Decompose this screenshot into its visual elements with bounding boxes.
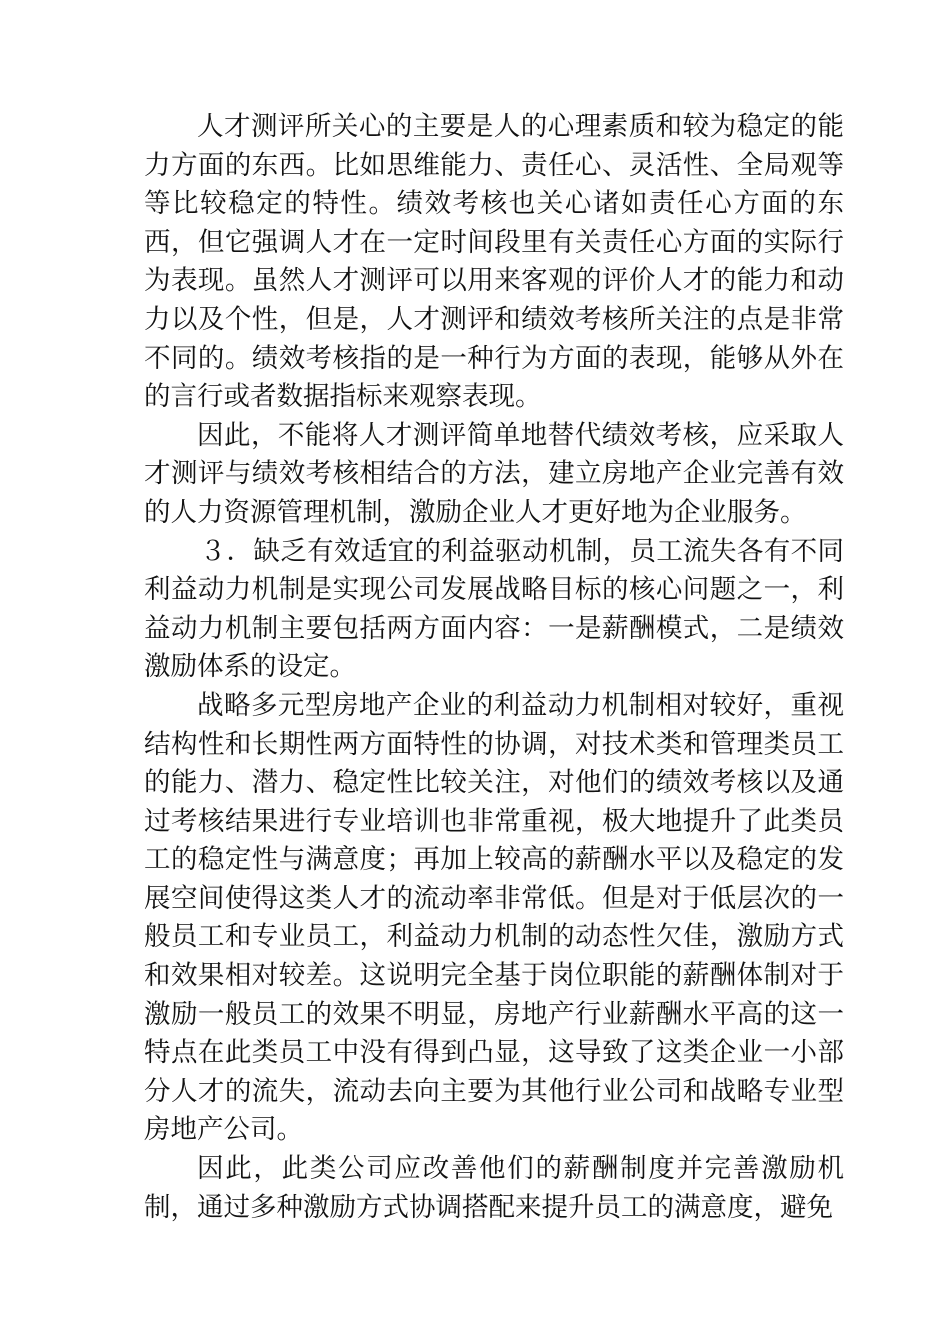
paragraph-talent-assessment: 人才测评所关心的主要是人的心理素质和较为稳定的能力方面的东西。比如思维能力、责任心、灵活性、全局观等等比较稳定的特性。绩效考核也关心诸如责任心方面的东西，但它强调人才在一定时间段里有关责任心方面的实际行为表现。虽然人才测评可以用来客观的评价人才的能力和动力以及个性，但是，人才测评和绩效考核所关注的点是非常不同的。绩效考核指的是一种行为方面的表现，能够从外在的言行或者数据指标来观察表现。 — [144, 111, 844, 413]
paragraph-conclusion-assessment: 因此，不能将人才测评简单地替代绩效考核，应采取人才测评与绩效考核相结合的方法，建立房地产企业完善有效的人力资源管理机制，激励企业人才更好地为企业服务。 — [144, 419, 844, 528]
paragraph-strategy-diversified: 战略多元型房地产企业的利益动力机制相对较好，重视结构性和长期性两方面特性的协调，对技术类和管理类员工的能力、潜力、稳定性比较关注，对他们的绩效考核以及通过考核结果进行专业培训也非常重视，极大地提升了此类员工的稳定性与满意度；再加上较高的薪酬水平以及稳定的发展空间使得这类人才的流动率非常低。但是对于低层次的一般员工和专业员工，利益动力机制的动态性欠佳，激励方式和效果相对较差。这说明完全基于岗位职能的薪酬体制对于激励一般员工的效果不明显，房地产行业薪酬水平高的这一特点在此类员工中没有得到凸显，这导致了这类企业一小部分人才的流失，流动去向主要为其他行业公司和战略专业型房地产公司。 — [144, 689, 844, 1146]
paragraph-conclusion-salary: 因此，此类公司应改善他们的薪酬制度并完善激励机制，通过多种激励方式协调搭配来提升员工的满意度，避免 — [144, 1153, 844, 1223]
paragraph-section-3-heading: ３．缺乏有效适宜的利益驱动机制，员工流失各有不同利益动力机制是实现公司发展战略目标的核心问题之一，利益动力机制主要包括两方面内容：一是薪酬模式，二是绩效激励体系的设定。 — [144, 535, 844, 683]
document-body — [144, 108, 844, 1227]
